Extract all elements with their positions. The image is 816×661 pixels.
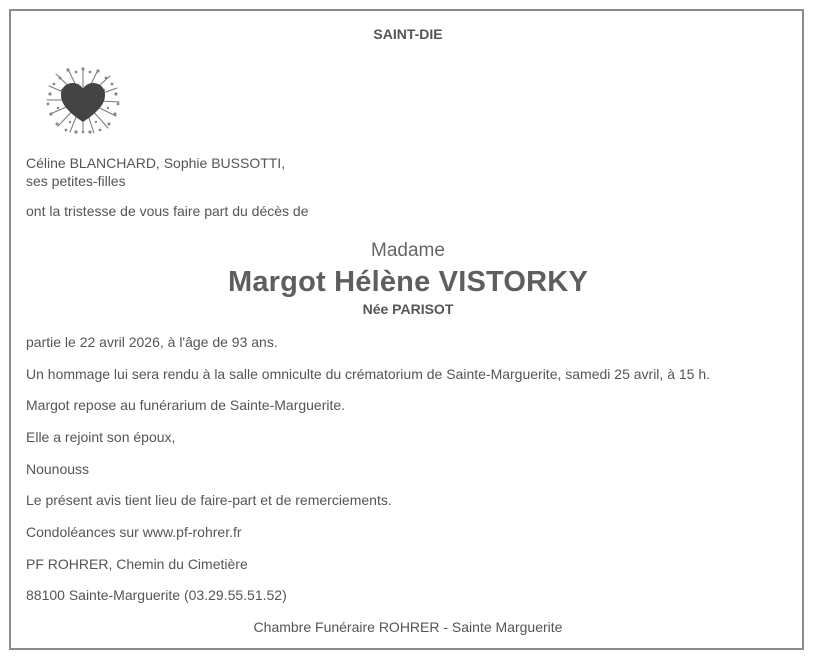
heart-icon (46, 66, 120, 134)
death-line: partie le 22 avril 2026, à l'âge de 93 ans. (26, 334, 278, 350)
family-names: Céline BLANCHARD, Sophie BUSSOTTI, (26, 155, 286, 171)
funeral-home-line: PF ROHRER, Chemin du Cimetière (26, 556, 248, 572)
spouse-line: Elle a rejoint son époux, (26, 429, 176, 445)
ceremony-line: Un hommage lui sera rendu à la salle omniculte du crématorium de Sainte-Marguerite, samedi 25 avril, à 15 h. (26, 366, 711, 382)
maiden-name: Née PARISOT (362, 301, 454, 317)
notice-line: Le présent avis tient lieu de faire-part et de remerciements. (26, 492, 392, 508)
deceased-title: Madame (371, 240, 445, 261)
spouse-name: Nounouss (26, 461, 90, 477)
footer-text: Chambre Funéraire ROHRER - Sainte Marguerite (253, 619, 563, 635)
rest-line: Margot repose au funérarium de Sainte-Marguerite. (26, 397, 346, 413)
deceased-name: Margot Hélène VISTORKY (228, 266, 588, 298)
condolences-line: Condoléances sur www.pf-rohrer.fr (26, 524, 242, 540)
announcement-text: ont la tristesse de vous faire part du décès de (26, 203, 309, 219)
family-relation: ses petites-filles (26, 173, 126, 189)
notice-frame (9, 9, 804, 650)
address-line: 88100 Sainte-Marguerite (03.29.55.51.52) (26, 587, 287, 603)
place-heading: SAINT-DIE (373, 26, 443, 42)
